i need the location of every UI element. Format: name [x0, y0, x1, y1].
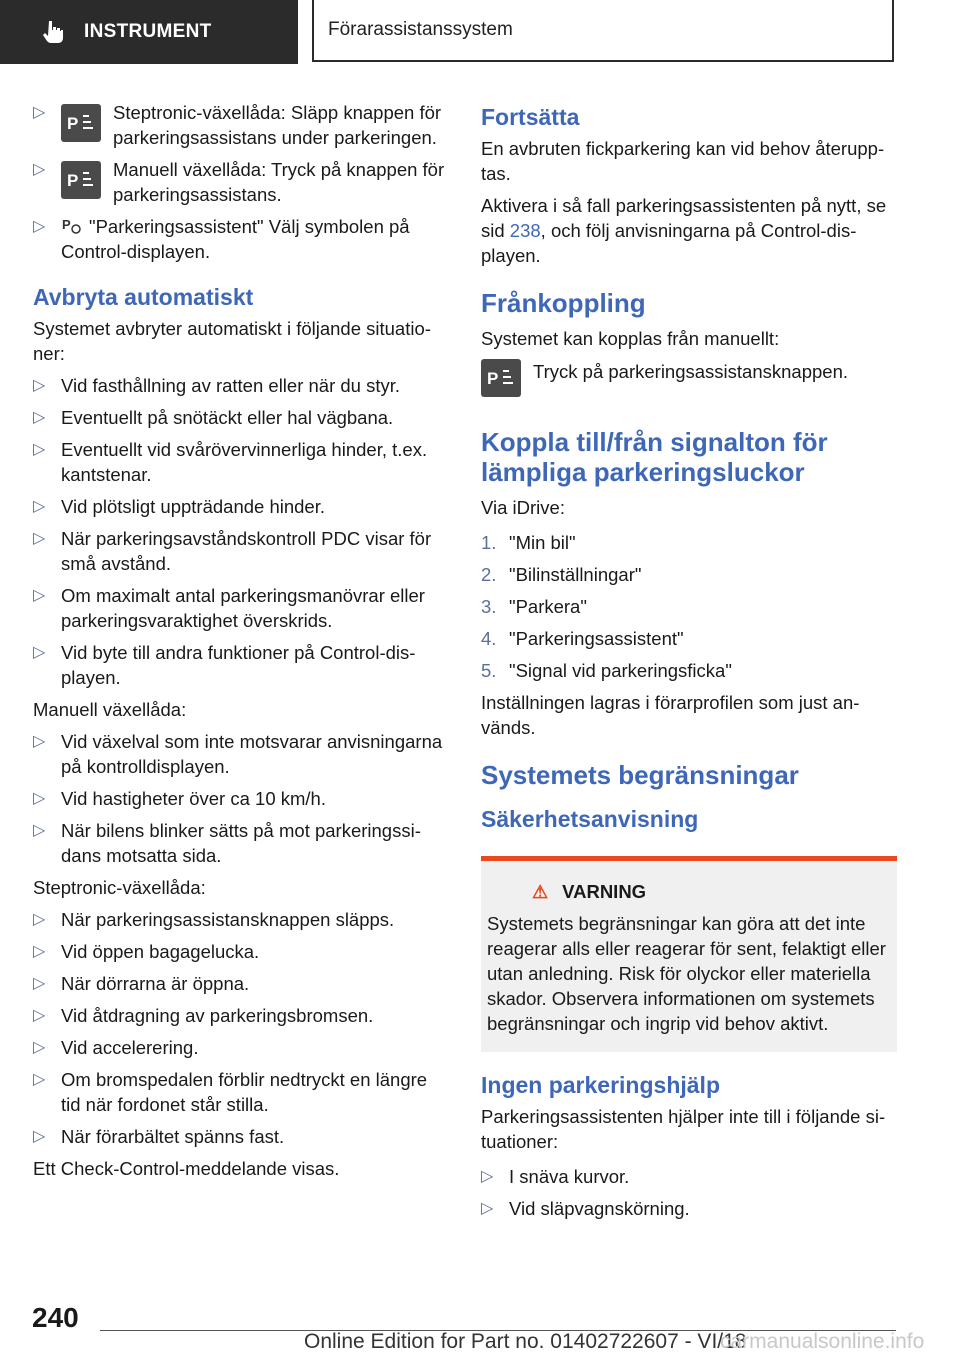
- svg-text:P: P: [67, 114, 79, 133]
- bullet-triangle-icon: ▷: [33, 1007, 46, 1024]
- svg-text:P: P: [487, 369, 499, 388]
- bullet-triangle-icon: ▷: [33, 1071, 46, 1088]
- list-item: [33, 971, 451, 996]
- bullet-triangle-icon: ▷: [33, 218, 46, 235]
- heading-frankoppling: Frånkoppling: [481, 288, 646, 318]
- list-item: [481, 1164, 897, 1189]
- bullet-triangle-icon: ▷: [33, 911, 46, 928]
- bullet-triangle-icon: ▷: [33, 441, 46, 458]
- list-item-text: När förarbältet spänns fast.: [61, 1126, 285, 1147]
- edition-text: Online Edition for Part no. 01402722607 - VI/18: [304, 1330, 747, 1353]
- step-number: 3.: [481, 596, 497, 617]
- bullet-list: [33, 907, 451, 1149]
- list-item: [33, 157, 451, 207]
- list-item-text: När parkeringsassistansknappen släpps.: [61, 909, 395, 930]
- paragraph: Via iDrive:: [481, 497, 565, 518]
- bullet-triangle-icon: ▷: [33, 1128, 46, 1145]
- bullet-list: [481, 1164, 897, 1221]
- list-item: [33, 214, 451, 264]
- page-link[interactable]: 238: [509, 220, 541, 241]
- page-number: 240: [32, 1302, 79, 1333]
- numbered-list: [481, 530, 897, 683]
- bullet-triangle-icon: ▷: [33, 1039, 46, 1056]
- list-item: [33, 1003, 451, 1028]
- heading-fortsatta: Fortsätta: [481, 104, 580, 130]
- page-footer: [0, 1300, 960, 1362]
- paragraph: [481, 193, 897, 268]
- list-item: [33, 729, 451, 779]
- list-item: [33, 405, 451, 430]
- list-item: [33, 1067, 451, 1117]
- step-number: 2.: [481, 564, 497, 585]
- park-assist-button-icon: [61, 104, 101, 142]
- list-item: [481, 1196, 897, 1221]
- warning-title-text: VARNING: [562, 881, 647, 902]
- list-item-text: Om bromspedalen förblir nedtryckt en längre tid när fordonet står stilla.: [61, 1069, 428, 1115]
- list-item: [33, 583, 451, 633]
- step-text: "Parkera": [509, 596, 587, 617]
- list-item-text: "Parkeringsassistent" Välj symbolen på Control-displayen.: [61, 216, 410, 262]
- list-item-text: Eventuellt på snötäckt eller hal vägbana.: [61, 407, 394, 428]
- svg-text:P: P: [67, 171, 79, 190]
- bullet-triangle-icon: ▷: [33, 498, 46, 515]
- list-item: [33, 1035, 451, 1060]
- list-item-text: När parkeringsavståndskontroll PDC visar för små avstånd.: [61, 528, 432, 574]
- bullet-triangle-icon: ▷: [481, 1200, 494, 1217]
- bullet-triangle-icon: ▷: [33, 975, 46, 992]
- bullet-triangle-icon: ▷: [33, 587, 46, 604]
- list-item-text: I snäva kurvor.: [509, 1166, 630, 1187]
- paragraph: En avbruten fickparkering kan vid behov återupptas.: [481, 138, 885, 184]
- icon-paragraph: [481, 359, 897, 407]
- paragraph-text: , och följ anvisningarna på Control-displayen.: [481, 220, 857, 266]
- step-text: "Signal vid parkeringsficka": [509, 660, 732, 681]
- right-column: [481, 96, 897, 1228]
- list-item: [33, 100, 451, 150]
- bullet-triangle-icon: ▷: [33, 644, 46, 661]
- paragraph-text: Tryck på parkeringsassistansknappen.: [533, 361, 848, 382]
- bullet-list: [33, 729, 451, 868]
- list-item-text: Vid släpvagnskörning.: [509, 1198, 690, 1219]
- warning-box: [481, 856, 897, 1052]
- bullet-triangle-icon: ▷: [481, 1168, 494, 1185]
- park-assist-button-icon: [61, 161, 101, 199]
- list-item: [33, 640, 451, 690]
- bullet-triangle-icon: ▷: [33, 530, 46, 547]
- step-text: "Min bil": [509, 532, 576, 553]
- numbered-item: [481, 562, 897, 587]
- list-item-text: Steptronic-växellåda: Släpp knappen för parkeringsassistans under parkeringen.: [113, 102, 442, 148]
- list-item: [33, 818, 451, 868]
- heading-avbryta: Avbryta automatiskt: [33, 284, 254, 310]
- chapter-title: Förarassistanssystem: [328, 19, 513, 40]
- bullet-triangle-icon: ▷: [33, 822, 46, 839]
- list-item-text: Vid byte till andra funktioner på Control-displayen.: [61, 642, 416, 688]
- list-item: [33, 939, 451, 964]
- paragraph: Inställningen lagras i förarprofilen som just används.: [481, 692, 860, 738]
- warning-triangle-icon: ⚠: [532, 882, 549, 902]
- list-item-text: När dörrarna är öppna.: [61, 973, 250, 994]
- bullet-triangle-icon: ▷: [33, 409, 46, 426]
- paragraph: Parkeringsassistenten hjälper inte till i följande situationer:: [481, 1106, 886, 1152]
- list-item: [33, 1124, 451, 1149]
- chapter-tab[interactable]: [312, 0, 894, 62]
- bullet-list: [33, 373, 451, 690]
- paragraph: Ett Check-Control-meddelande visas.: [33, 1158, 340, 1179]
- heading-koppla: Koppla till/från signalton för lämpliga parkeringsluckor: [481, 427, 828, 487]
- section-tab[interactable]: [0, 0, 298, 64]
- step-number: 5.: [481, 660, 497, 681]
- page-header: [0, 0, 960, 66]
- bullet-triangle-icon: ▷: [33, 161, 46, 178]
- step-number: 4.: [481, 628, 497, 649]
- svg-text:P: P: [62, 217, 71, 232]
- list-item-text: När bilens blinker sätts på mot parkeringssidans motsatta sida.: [61, 820, 421, 866]
- list-item: [33, 907, 451, 932]
- warning-text: Systemets begränsningar kan göra att det inte reagerar alls eller reagerar för sent, felaktigt eller utan anledning. Risk för olyckor eller materiella skador. Observera informationen om systemets begränsningar och ingrip vid behov aktivt.: [487, 913, 886, 1034]
- heading-ingen: Ingen parkeringshjälp: [481, 1072, 720, 1098]
- hand-pointer-icon: [40, 19, 66, 45]
- list-item-text: Vid hastigheter över ca 10 km/h.: [61, 788, 326, 809]
- list-item-text: Vid plötsligt uppträdande hinder.: [61, 496, 325, 517]
- list-item-text: Om maximalt antal parkeringsmanövrar eller parkeringsvaraktighet överskrids.: [61, 585, 425, 631]
- list-item-text: Manuell växellåda: Tryck på knappen för parkeringsassistans.: [113, 159, 445, 205]
- step-number: 1.: [481, 532, 497, 553]
- paragraph: Systemet kan kopplas från manuellt:: [481, 328, 780, 349]
- list-item-text: Vid åtdragning av parkeringsbromsen.: [61, 1005, 374, 1026]
- paragraph: Steptronic-växellåda:: [33, 877, 206, 898]
- numbered-item: [481, 626, 897, 651]
- heading-begransningar: Systemets begränsningar: [481, 760, 799, 790]
- step-text: "Bilinställningar": [509, 564, 642, 585]
- paragraph: Manuell växellåda:: [33, 699, 187, 720]
- bullet-triangle-icon: ▷: [33, 733, 46, 750]
- paragraph-text: Aktivera i så fall parkeringsassistenten på nytt, se sid: [481, 195, 887, 241]
- list-item: [33, 494, 451, 519]
- numbered-item: [481, 530, 897, 555]
- watermark-text: carmanualsonline.info: [720, 1330, 925, 1353]
- step-text: "Parkeringsassistent": [509, 628, 684, 649]
- list-item: [33, 437, 451, 487]
- park-assist-symbol-icon: [61, 214, 83, 236]
- left-column: [33, 100, 451, 1188]
- park-assist-button-icon: [481, 359, 521, 397]
- list-item: [33, 526, 451, 576]
- list-item: [33, 786, 451, 811]
- warning-title: [532, 879, 891, 905]
- list-item-text: Vid fasthållning av ratten eller när du styr.: [61, 375, 401, 396]
- list-item-text: Eventuellt vid svårövervinnerliga hinder, t.ex. kantstenar.: [61, 439, 428, 485]
- bullet-triangle-icon: ▷: [33, 104, 46, 121]
- list-item-text: Vid accelerering.: [61, 1037, 199, 1058]
- numbered-item: [481, 658, 897, 683]
- list-item-text: Vid växelval som inte motsvarar anvisningarna på kontrolldisplayen.: [61, 731, 443, 777]
- numbered-item: [481, 594, 897, 619]
- section-title: INSTRUMENT: [84, 21, 212, 42]
- bullet-triangle-icon: ▷: [33, 943, 46, 960]
- list-item-text: Vid öppen bagagelucka.: [61, 941, 260, 962]
- heading-sakerhet: Säkerhetsanvisning: [481, 806, 699, 832]
- bullet-triangle-icon: ▷: [33, 790, 46, 807]
- list-item: [33, 373, 451, 398]
- paragraph: Systemet avbryter automatiskt i följande situationer:: [33, 318, 431, 364]
- bullet-triangle-icon: ▷: [33, 377, 46, 394]
